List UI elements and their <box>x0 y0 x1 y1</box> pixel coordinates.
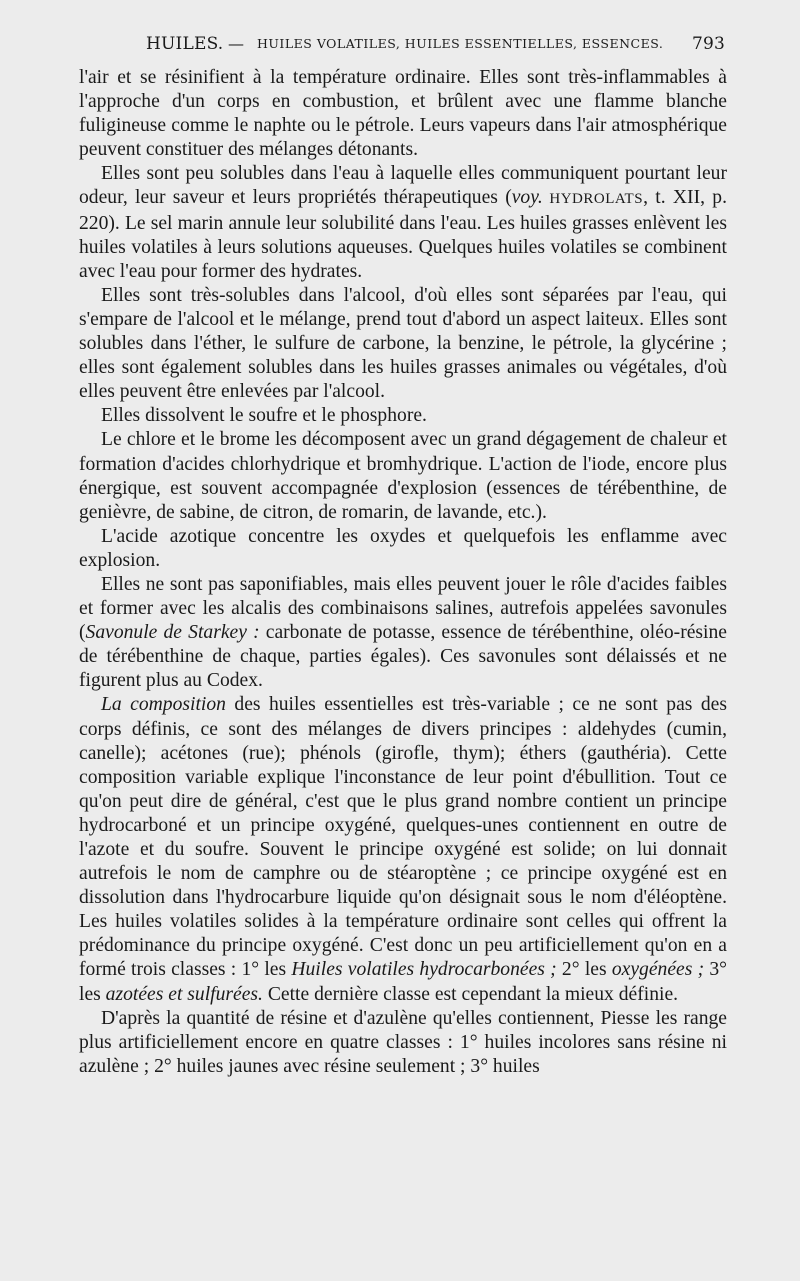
paragraph-8-text-c: 3° les <box>79 959 728 1005</box>
paragraph-9-text: D'après la quantité de résine et d'azulène qu'elles contiennent, Piesse les range plus artificiellement encore en quatre classes : 1° huiles incolores sans résine ni azulène ; 2° huiles jaunes avec résine seulement ; 3° huiles <box>79 1007 727 1077</box>
paragraph-8-text-b: 2° les <box>556 959 612 981</box>
paragraph-4-text: Elles dissolvent le soufre et le phosphore. <box>101 405 427 427</box>
paragraph-6-text: L'acide azotique concentre les oxydes et quelquefois les enflamme avec explosion. <box>79 525 727 571</box>
paragraph-7-text-a: Elles ne sont pas saponifiables, mais elles peuvent jouer le rôle d'acides faibles et former avec les alcalis des combinaisons salines, autrefois appelées savonules ( <box>79 573 727 644</box>
paragraph-2-text-b: , t. XII, p. 220). Le sel marin annule leur solubilité dans l'eau. Les huiles grasses enlèvent les huiles volatiles à leurs solutions aqueuses. Quelques huiles volatiles se combinent avec l'eau pour former des hydrates. <box>79 187 727 282</box>
paragraph-8-italic-3: oxygénées ; <box>611 959 705 981</box>
paragraph-2-hydrolats: HYDROLATS <box>542 191 644 208</box>
paragraph-9 <box>79 1007 727 1079</box>
paragraph-2-voy: voy. <box>511 187 543 209</box>
paragraph-8 <box>79 693 727 1006</box>
header-subtitle: HUILES VOLATILES, HUILES ESSENTIELLES, ESSENCES. <box>257 36 664 51</box>
paragraph-3-text: Elles sont très-solubles dans l'alcool, d'où elles sont séparées par l'eau, qui s'empare de l'alcool et le mélange, prend tout d'abord un aspect laiteux. Elles sont solubles dans l'éther, le sulfure de carbone, la benzine, le pétrole, la glycérine ; elles sont également solubles dans les huiles grasses animales ou végétales, d'où elles peuvent être enlevées par l'alcool. <box>79 284 727 403</box>
header-dash: — <box>228 34 245 53</box>
paragraph-5-text: Le chlore et le brome les décomposent avec un grand dégagement de chaleur et formation d'acides chlorhydrique et bromhydrique. L'action de l'iode, encore plus énergique, est souvent accompagnée d'explosion (essences de térébenthine, de genièvre, de sabine, de citron, de romarin, de lavande, etc.). <box>79 429 727 523</box>
paragraph-7-italic: Savonule de Starkey : <box>85 622 260 644</box>
paragraph-6 <box>79 525 727 573</box>
paragraph-8-italic-2: Huiles volatiles hydrocarbonées ; <box>291 959 557 981</box>
paragraph-1 <box>79 66 727 162</box>
running-header <box>80 30 725 56</box>
paragraph-2 <box>79 162 727 283</box>
paragraph-5 <box>79 428 727 524</box>
header-title: HUILES. <box>146 34 224 54</box>
page-number: 793 <box>691 34 725 54</box>
paragraph-7 <box>79 573 727 693</box>
paragraph-4 <box>79 404 727 428</box>
paragraph-8-text-d: Cette dernière classe est cependant la mieux définie. <box>262 983 679 1005</box>
paragraph-2-text-a: Elles sont peu solubles dans l'eau à laquelle elles communiquent pourtant leur odeur, leur saveur et leurs propriétés thérapeutiques ( <box>79 163 727 209</box>
body-text <box>79 66 727 1079</box>
paragraph-1-text: l'air et se résinifient à la température ordinaire. Elles sont très-inflammables à l'approche d'un corps en combustion, et brûlent avec une flamme blanche fuligineuse comme le naphte ou le pétrole. Leurs vapeurs dans l'air atmosphérique peuvent constituer des mélanges détonants. <box>79 67 727 161</box>
paragraph-8-text-a: des huiles essentielles est très-variable ; ce ne sont pas des corps définis, ce sont des mélanges de divers principes : aldehydes (cumin, canelle); acétones (rue); phénols (girofle, thym); éthers (gauthéria). Cette composition variable explique l'inconstance de leur point d'ébullition. Tout ce qu'on peut dire de général, c'est que le plus grand nombre contient un principe hydrocarboné et un principe oxygéné, quelques-unes contiennent en outre de l'azote et du soufre. Souvent le principe oxygéné est solide; on lui donnait autrefois le nom de camphre ou de stéaroptène ; ce principe oxygéné est en dissolution dans l'hydrocarbure liquide qu'on désignait sous le nom d'éléoptène. Les huiles volatiles solides à la température ordinaire sont celles qui offrent la prédominance du principe oxygéné. C'est donc un peu artificiellement qu'on en a formé trois classes : 1° les <box>79 694 727 981</box>
paragraph-8-italic-4: azotées et sulfurées. <box>105 983 263 1005</box>
paragraph-3 <box>79 284 727 404</box>
paragraph-7-text-b: carbonate de potasse, essence de térébenthine, oléo-résine de térébenthine de chaque, parties égales). Ces savonules sont délaissés et ne figurent plus au Codex. <box>79 622 727 692</box>
paragraph-8-italic: La composition <box>101 694 226 716</box>
